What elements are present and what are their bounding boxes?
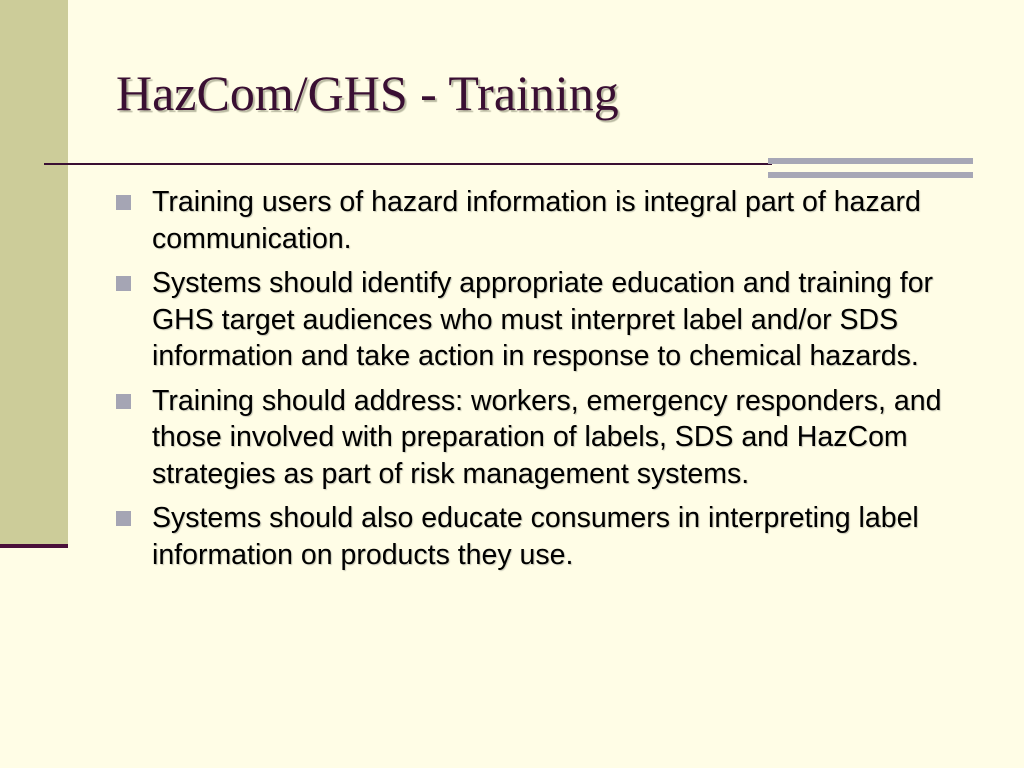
bullet-text: Training should address: workers, emergency responders, and those involved with preparation of labels, SDS and HazCom strategies as part of risk management systems. (152, 384, 942, 490)
bullet-text: Systems should also educate consumers in interpreting label information on products they use. (152, 502, 919, 571)
title-divider-line (44, 163, 772, 165)
bullet-text: Systems should identify appropriate education and training for GHS target audiences who must interpret label and/or SDS information and take action in response to chemical hazards. (152, 267, 934, 372)
square-bullet-icon (116, 394, 131, 409)
left-decorative-band (0, 0, 68, 544)
bullet-item (116, 500, 976, 573)
bullet-list (116, 184, 976, 581)
square-bullet-icon (116, 276, 131, 291)
bullet-item (116, 184, 976, 257)
square-bullet-icon (116, 511, 131, 526)
square-bullet-icon (116, 195, 131, 210)
bullet-item (116, 265, 976, 375)
left-band-underline (0, 544, 68, 548)
bullet-text: Training users of hazard information is integral part of hazard communication. (152, 186, 921, 255)
accent-bar-bottom (768, 172, 973, 178)
accent-bar-top (768, 158, 973, 164)
bullet-item (116, 383, 976, 493)
slide-title: HazCom/GHS - Training (116, 65, 619, 121)
